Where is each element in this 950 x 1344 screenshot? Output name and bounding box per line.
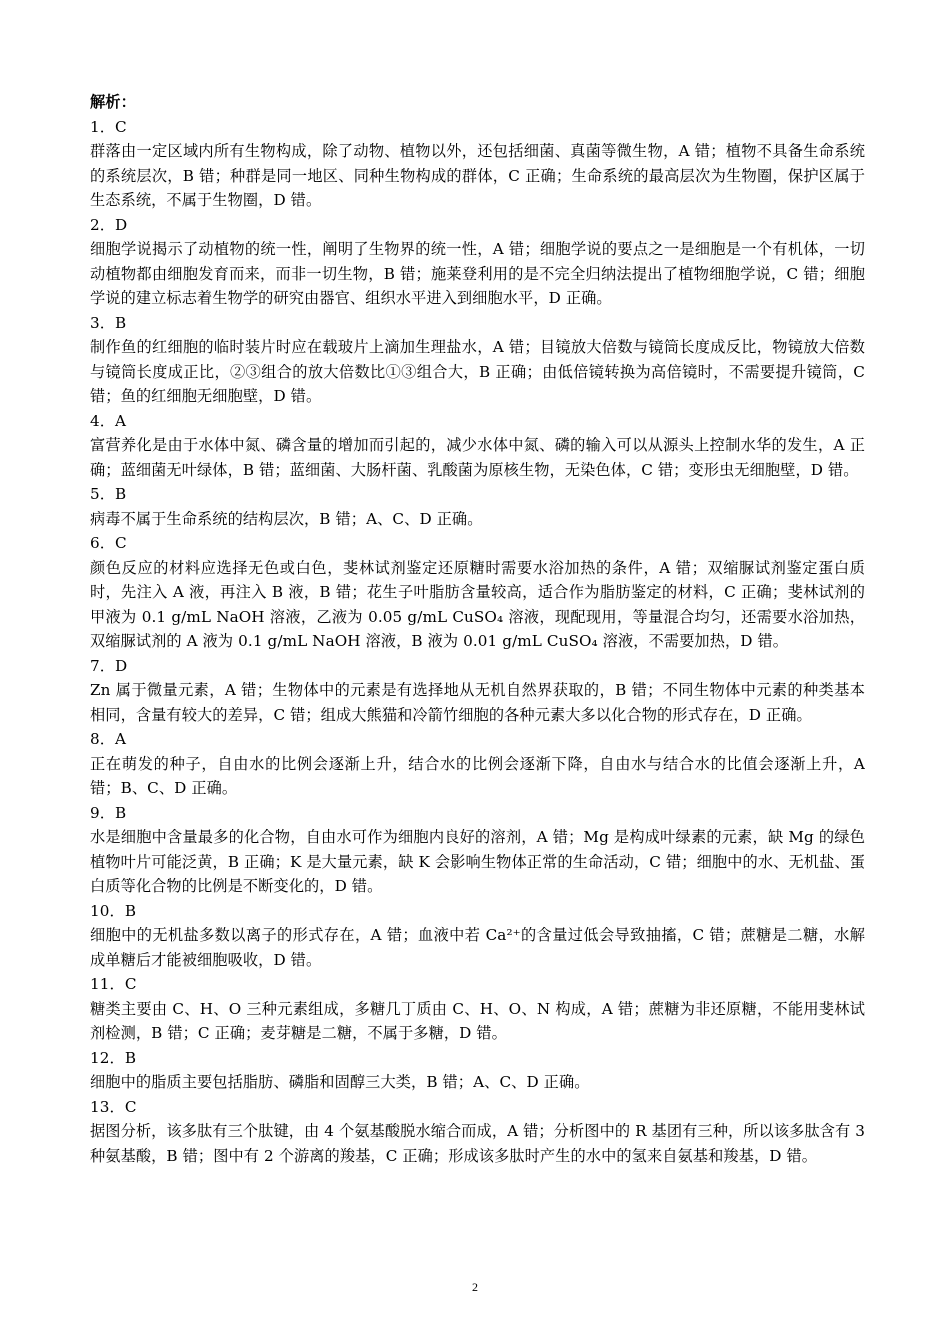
answer-item-4 bbox=[90, 409, 865, 483]
answer-item-1 bbox=[90, 115, 865, 213]
answer-item-5 bbox=[90, 482, 865, 531]
answer-item-6 bbox=[90, 531, 865, 654]
answer-key: 6．C bbox=[90, 534, 127, 552]
explanation-text: 群落由一定区域内所有生物构成，除了动物、植物以外，还包括细菌、真菌等微生物，A 错；植物不具备生命系统的系统层次，B 错；种群是同一地区、同种生物构成的群体，C 正确；生命系统的最高层次为生物圈，保护区属于生态系统，不属于生物圈，D 错。 bbox=[90, 142, 865, 209]
explanation-text: 糖类主要由 C、H、O 三种元素组成，多糖几丁质由 C、H、O、N 构成，A 错；蔗糖为非还原糖，不能用斐林试剂检测，B 错；C 正确；麦芽糖是二糖，不属于多糖，D 错。 bbox=[90, 999, 865, 1042]
explanation-text: 细胞学说揭示了动植物的统一性，阐明了生物界的统一性，A 错；细胞学说的要点之一是细胞是一个有机体，一切动植物都由细胞发育而来，而非一切生物，B 错；施莱登利用的是不完全归纳法提出了植物细胞学说，C 错；细胞学说的建立标志着生物学的研究由器官、组织水平进入到细胞水平，D 正确。 bbox=[90, 240, 865, 307]
answer-key: 12．B bbox=[90, 1048, 137, 1067]
explanation-text: 病毒不属于生命系统的结构层次，B 错；A、C、D 正确。 bbox=[90, 509, 483, 528]
answer-item-8 bbox=[90, 727, 865, 801]
answer-item-2 bbox=[90, 213, 865, 311]
document-body bbox=[90, 90, 865, 1168]
answer-key: 10．B bbox=[90, 901, 137, 920]
explanation-text: 制作鱼的红细胞的临时装片时应在载玻片上滴加生理盐水，A 错；目镜放大倍数与镜筒长度成反比，物镜放大倍数与镜筒长度成正比，②③组合的放大倍数比①③组合大，B 正确；由低倍镜转换为高倍镜时，不需要提升镜筒，C 错；鱼的红细胞无细胞壁，D 错。 bbox=[90, 338, 865, 405]
answer-key: 7．D bbox=[90, 656, 128, 675]
explanation-text: 细胞中的无机盐多数以离子的形式存在，A 错；血液中若 Ca²⁺的含量过低会导致抽搐，C 错；蔗糖是二糖，水解成单糖后才能被细胞吸收，D 错。 bbox=[90, 926, 865, 969]
answer-item-11 bbox=[90, 972, 865, 1046]
answer-key: 2．D bbox=[90, 215, 128, 234]
answer-key: 13．C bbox=[90, 1097, 137, 1116]
answer-item-7 bbox=[90, 654, 865, 728]
answer-item-9 bbox=[90, 801, 865, 899]
answer-item-12 bbox=[90, 1046, 865, 1095]
explanation-text: Zn 属于微量元素，A 错；生物体中的元素是有选择地从无机自然界获取的，B 错；不同生物体中元素的种类基本相同，含量有较大的差异，C 错；组成大熊猫和冷箭竹细胞的各种元素大多以化合物的形式存在，D 正确。 bbox=[90, 681, 865, 724]
answer-item-13 bbox=[90, 1095, 865, 1169]
explanation-text: 正在萌发的种子，自由水的比例会逐渐上升，结合水的比例会逐渐下降，自由水与结合水的比值会逐渐上升，A 错；B、C、D 正确。 bbox=[90, 754, 865, 797]
explanation-text: 水是细胞中含量最多的化合物，自由水可作为细胞内良好的溶剂，A 错；Mg 是构成叶绿素的元素，缺 Mg 的绿色植物叶片可能泛黄，B 正确；K 是大量元素，缺 K 会影响生物体正常的生命活动，C 错；细胞中的水、无机盐、蛋白质等化合物的比例是不断变化的，D 错。 bbox=[90, 828, 865, 895]
explanation-text: 富营养化是由于水体中氮、磷含量的增加而引起的，减少水体中氮、磷的输入可以从源头上控制水华的发生，A 正确；蓝细菌无叶绿体，B 错；蓝细菌、大肠杆菌、乳酸菌为原核生物，无染色体，C 错；变形虫无细胞壁，D 错。 bbox=[90, 436, 865, 479]
page-number: 2 bbox=[472, 1280, 478, 1294]
answer-key: 9．B bbox=[90, 803, 127, 822]
explanation-text: 据图分析，该多肽有三个肽键，由 4 个氨基酸脱水缩合而成，A 错；分析图中的 R 基团有三种，所以该多肽含有 3 种氨基酸，B 错；图中有 2 个游离的羧基，C 正确；形成该多肽时产生的水中的氢来自氨基和羧基，D 错。 bbox=[90, 1122, 865, 1165]
answer-item-10 bbox=[90, 899, 865, 973]
explanation-text: 颜色反应的材料应选择无色或白色，斐林试剂鉴定还原糖时需要水浴加热的条件，A 错；双缩脲试剂鉴定蛋白质时，先注入 A 液，再注入 B 液，B 错；花生子叶脂肪含量较高，适合作为脂肪鉴定的材料，C 正确；斐林试剂的甲液为 0.1 g/mL NaOH 溶液，乙液为 0.05 g/mL CuSO₄ 溶液，现配现用，等量混合均匀，还需要水浴加热，双缩脲试剂的 A 液为 0.1 g/mL NaOH 溶液，B 液为 0.01 g/mL CuSO₄ 溶液，不需要加热，D 错。 bbox=[90, 558, 865, 650]
section-heading: 解析： bbox=[90, 93, 136, 111]
answer-key: 8．A bbox=[90, 730, 127, 748]
answer-key: 5．B bbox=[90, 485, 127, 503]
explanation-text: 细胞中的脂质主要包括脂肪、磷脂和固醇三大类，B 错；A、C、D 正确。 bbox=[90, 1073, 590, 1091]
answer-key: 11．C bbox=[90, 975, 137, 993]
answer-key: 3．B bbox=[90, 313, 127, 332]
answer-key: 4．A bbox=[90, 411, 127, 430]
answer-key: 1．C bbox=[90, 117, 127, 136]
answer-item-3 bbox=[90, 311, 865, 409]
